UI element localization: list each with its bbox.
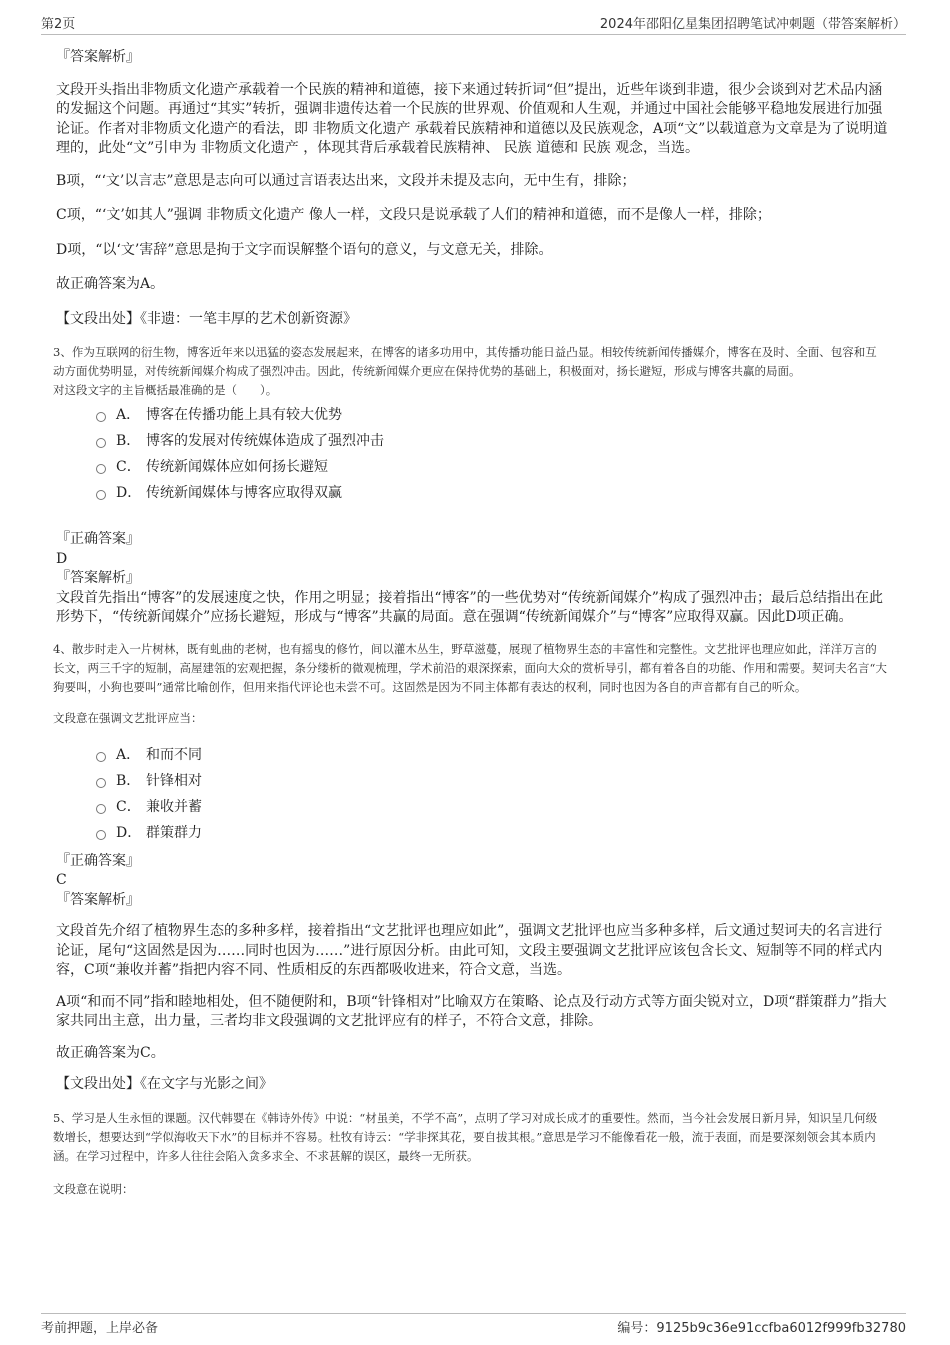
q2-analysis-option-c: C项，“‘文’如其人”强调 非物质文化遗产 像人一样，文段只是说承载了人们的精神和道德，而不是像人一样，排除； — [56, 207, 771, 223]
q4-answer: C — [56, 872, 67, 888]
page-header — [41, 12, 906, 35]
radio-icon[interactable] — [96, 830, 106, 840]
q3-answer-label: 『正确答案』 — [56, 531, 140, 547]
q3-stem: 3、作为互联网的衍生物，博客近年来以迅猛的姿态发展起来，在博客的诸多功用中，其传播功能日益凸显。相较传统新闻传播媒介，博客在及时、全面、包容和互动方面优势明显，对传统新闻媒介构成了强烈冲击。因此，传统新闻媒介更应在保持优势的基础上，积极面对，扬长避短，形成与博客共赢的局面。 — [53, 345, 877, 378]
radio-icon[interactable] — [96, 438, 106, 448]
q4-conclusion: 故正确答案为C。 — [56, 1044, 165, 1061]
q3-option-d[interactable]: D． 传统新闻媒体与博客应取得双赢 — [96, 480, 888, 506]
q2-conclusion: 故正确答案为A。 — [56, 276, 165, 292]
q4-option-d[interactable]: D． 群策群力 — [96, 820, 888, 846]
page-footer — [41, 1313, 906, 1340]
q4-analysis-label: 『答案解析』 — [56, 891, 140, 908]
q2-analysis-paragraph: 文段开头指出非物质文化遗产承载着一个民族的精神和道德，接下来通过转折词“但”提出，近些年谈到非遗，很少会谈到对艺术品内涵的发掘这个问题。再通过“其实”转折，强调非遗传达着一个民族的世界观、价值观和人生观，并通过中国社会能够平稳地发展进行加强论证。作者对非物质文化遗产的看法，即 非物质文化遗产 承载着民族精神和道德以及民族观念，A项“文”以载道意为文章是为了说明道理的，此处“文”引申为 非物质文化遗产 ，体现其背后承载着民族精神、 民族 道德和 民族 观念，当选。 — [56, 81, 888, 156]
q4-options — [56, 742, 888, 846]
document-code: 编号：9125b9c36e91ccfba6012f999fb32780 — [617, 1321, 906, 1336]
page-number: 第2页 — [41, 17, 76, 32]
radio-icon[interactable] — [96, 412, 106, 422]
q5-prompt: 文段意在说明： — [53, 1181, 134, 1196]
q5-stem: 5、学习是人生永恒的课题。汉代韩婴在《韩诗外传》中说：“材虽美，不学不高”，点明了学习对成长成才的重要性。然而，当今社会发展日新月异，知识呈几何级数增长，想要达到“学似海收天下水”的目标并不容易。杜牧有诗云：“学非探其花，要自拔其根。”意思是学习不能像看花一般，流于表面，而是要深刻领会其本质内涵。在学习过程中，许多人往往会陷入贪多求全、不求甚解的误区，最终一无所获。 — [53, 1110, 878, 1163]
q3-analysis-label: 『答案解析』 — [56, 570, 140, 586]
q3-answer: D — [56, 550, 68, 567]
q4-option-a[interactable]: A． 和而不同 — [96, 742, 888, 768]
q4-source: 【文段出处】《在文字与光影之间》 — [56, 1076, 273, 1092]
q4-analysis-paragraph-1: 文段首先介绍了植物界生态的多种多样，接着指出“文艺批评也理应如此”，强调文艺批评也应当多种多样，后文通过契诃夫的名言进行论证，尾句“这固然是因为……同时也因为……”进行原因分析。由此可知，文段主要强调文艺批评应该包含长文、短制等不同的样式内容，C项“兼收并蓄”指把内容不同、性质相反的东西都吸收进来，符合文意，当选。 — [56, 923, 883, 978]
q4-stem: 4、散步时走入一片树林，既有虬曲的老树，也有摇曳的修竹，间以灌木丛生，野草滋蔓，展现了植物界生态的丰富性和完整性。文艺批评也理应如此，洋洋万言的长文，两三千字的短制，高屋建瓴的宏观把握，条分缕析的微观梳理，学术前沿的艰深探索，面向大众的赏析导引，都有着各自的功能、作用和需要。契诃夫名言“大狗要叫，小狗也要叫”通常比喻创作，但用来指代评论也未尝不可。这固然是因为不同主体都有表达的权利，同时也因为各自的声音都有自己的听众。 — [53, 641, 887, 694]
q4-prompt: 文段意在强调文艺批评应当： — [53, 710, 203, 725]
q4-answer-label: 『正确答案』 — [56, 852, 140, 869]
q3-analysis: 文段首先指出“博客”的发展速度之快，作用之明显；接着指出“博客”的一些优势对“传统新闻媒介”构成了强烈冲击；最后总结指出在此形势下，“传统新闻媒介”应扬长避短，形成与“博客”共赢的局面。意在强调“传统新闻媒介”与“博客”应取得双赢。因此D项正确。 — [56, 589, 883, 625]
radio-icon[interactable] — [96, 752, 106, 762]
q2-analysis-label: 『答案解析』 — [56, 49, 140, 65]
q3-prompt: 对这段文字的主旨概括最准确的是（ ）。 — [53, 383, 278, 397]
footer-slogan: 考前押题，上岸必备 — [41, 1321, 159, 1336]
q2-source: 【文段出处】《非遗：一笔丰厚的艺术创新资源》 — [56, 310, 357, 327]
q3-option-b[interactable]: B． 博客的发展对传统媒体造成了强烈冲击 — [96, 428, 888, 454]
q3-options — [56, 402, 888, 506]
document-body — [53, 44, 888, 1199]
document-title: 2024年邵阳亿星集团招聘笔试冲刺题（带答案解析） — [599, 17, 906, 32]
q2-analysis-option-d: D项，“以‘文’害辞”意思是拘于文字而误解整个语句的意义，与文意无关，排除。 — [56, 241, 553, 258]
radio-icon[interactable] — [96, 490, 106, 500]
radio-icon[interactable] — [96, 804, 106, 814]
q4-option-b[interactable]: B． 针锋相对 — [96, 768, 888, 794]
radio-icon[interactable] — [96, 778, 106, 788]
radio-icon[interactable] — [96, 464, 106, 474]
q4-option-c[interactable]: C． 兼收并蓄 — [96, 794, 888, 820]
q4-analysis-paragraph-2: A项“和而不同”指和睦地相处，但不随便附和，B项“针锋相对”比喻双方在策略、论点及行动方式等方面尖锐对立，D项“群策群力”指大家共同出主意，出力量，三者均非文段强调的文艺批评应有的样子，不符合文意，排除。 — [56, 993, 887, 1029]
q3-option-a[interactable]: A． 博客在传播功能上具有较大优势 — [96, 402, 888, 428]
q2-analysis-option-b: B项，“‘文’以言志”意思是志向可以通过言语表达出来，文段并未提及志向，无中生有，排除； — [56, 172, 636, 189]
q3-option-c[interactable]: C． 传统新闻媒体应如何扬长避短 — [96, 454, 888, 480]
